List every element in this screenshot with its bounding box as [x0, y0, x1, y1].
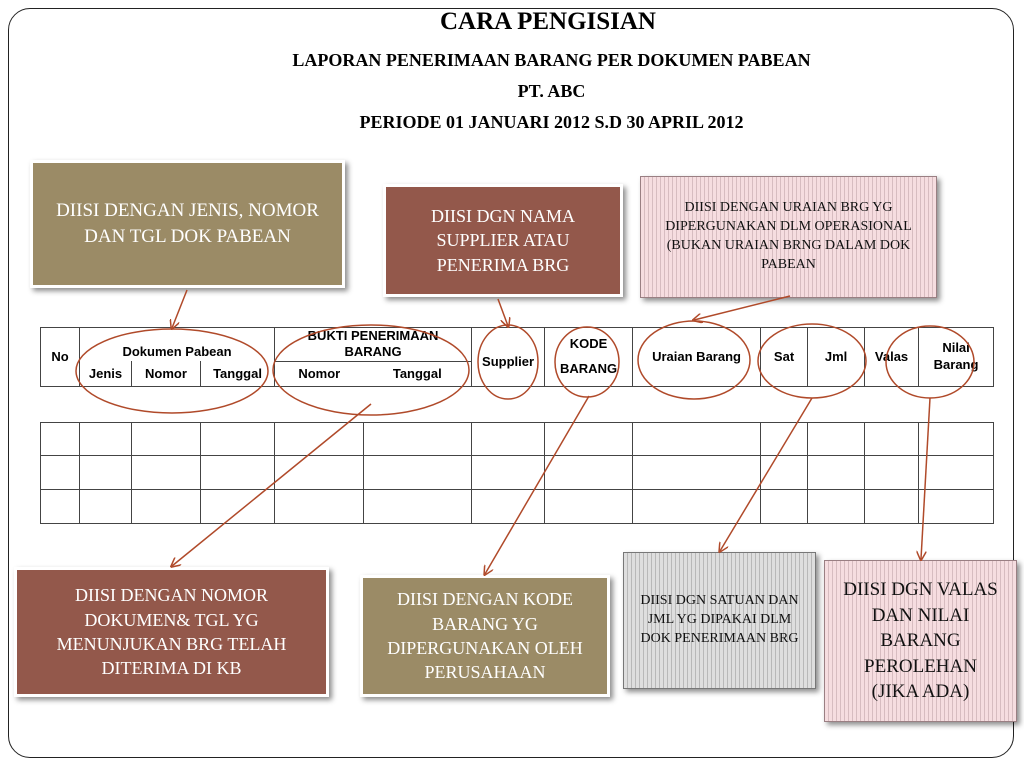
kode-label-2: BARANG [560, 360, 618, 376]
arrow-bukti [172, 404, 371, 566]
col-bukti-nomor: Nomor [275, 361, 364, 386]
nilai-label-1: Nilai [942, 339, 970, 355]
page-title: CARA PENGISIAN [439, 8, 656, 35]
note-satuan-jumlah: DIISI DGN SATUAN DAN JML YG DIPAKAI DLM DOK PENERIMAAN BRG [623, 552, 816, 689]
col-supplier: Supplier [472, 328, 545, 387]
kode-label-1: KODE [569, 336, 608, 352]
note-dokumen-pabean: DIISI DENGAN JENIS, NOMOR DAN TGL DOK PABEAN [30, 160, 345, 288]
bukti-label-2: BARANG [344, 344, 402, 360]
col-bukti-tanggal: Tanggal [364, 361, 472, 386]
col-sat: Sat [761, 328, 808, 387]
note-valas-nilai: DIISI DGN VALAS DAN NILAI BARANG PEROLEHAN (JIKA ADA) [824, 560, 1017, 722]
arrow-uraian [694, 296, 790, 320]
arrow-kode [485, 396, 589, 574]
ellipse-sat-jml [758, 324, 866, 398]
col-no: No [41, 328, 80, 387]
note-kode-barang: DIISI DENGAN KODE BARANG YG DIPERGUNAKAN OLEH PERUSAHAAN [360, 575, 610, 697]
subtitle-period: PERIODE 01 JANUARI 2012 S.D 30 APRIL 2012 [359, 112, 744, 132]
arrow-valas [921, 398, 930, 559]
note-bukti-penerimaan: DIISI DENGAN NOMOR DOKUMEN& TGL YG MENUNJUKAN BRG TELAH DITERIMA DI KB [14, 567, 329, 697]
ellipse-bukti-penerimaan [273, 325, 469, 415]
col-jml: Jml [808, 328, 865, 387]
ellipse-kode-barang [555, 327, 619, 397]
subtitle-company: PT. ABC [517, 81, 586, 101]
col-jenis: Jenis [80, 361, 132, 386]
bukti-label-1: BUKTI PENERIMAAN [307, 328, 439, 343]
ellipse-dokumen-pabean [76, 329, 268, 413]
ellipse-supplier [478, 325, 538, 399]
arrow-dokumen [172, 290, 187, 328]
col-nomor: Nomor [132, 361, 201, 386]
col-uraian-barang: Uraian Barang [633, 328, 761, 387]
ellipse-uraian-barang [638, 321, 750, 399]
col-dokumen-pabean: Dokumen Pabean [80, 328, 275, 362]
note-uraian-barang: DIISI DENGAN URAIAN BRG YG DIPERGUNAKAN DLM OPERASIONAL (BUKAN URAIAN BRNG DALAM DOK PABEAN [640, 176, 937, 298]
ellipse-valas-nilai [886, 326, 974, 398]
note-supplier: DIISI DGN NAMA SUPPLIER ATAU PENERIMA BRG [383, 184, 623, 297]
col-tanggal: Tanggal [201, 361, 275, 386]
arrow-supplier [498, 299, 508, 326]
arrow-satuan [720, 398, 812, 551]
col-valas: Valas [865, 328, 919, 387]
nilai-label-2: Barang [933, 356, 979, 372]
subtitle-report: LAPORAN PENERIMAAN BARANG PER DOKUMEN PABEAN [292, 50, 811, 70]
